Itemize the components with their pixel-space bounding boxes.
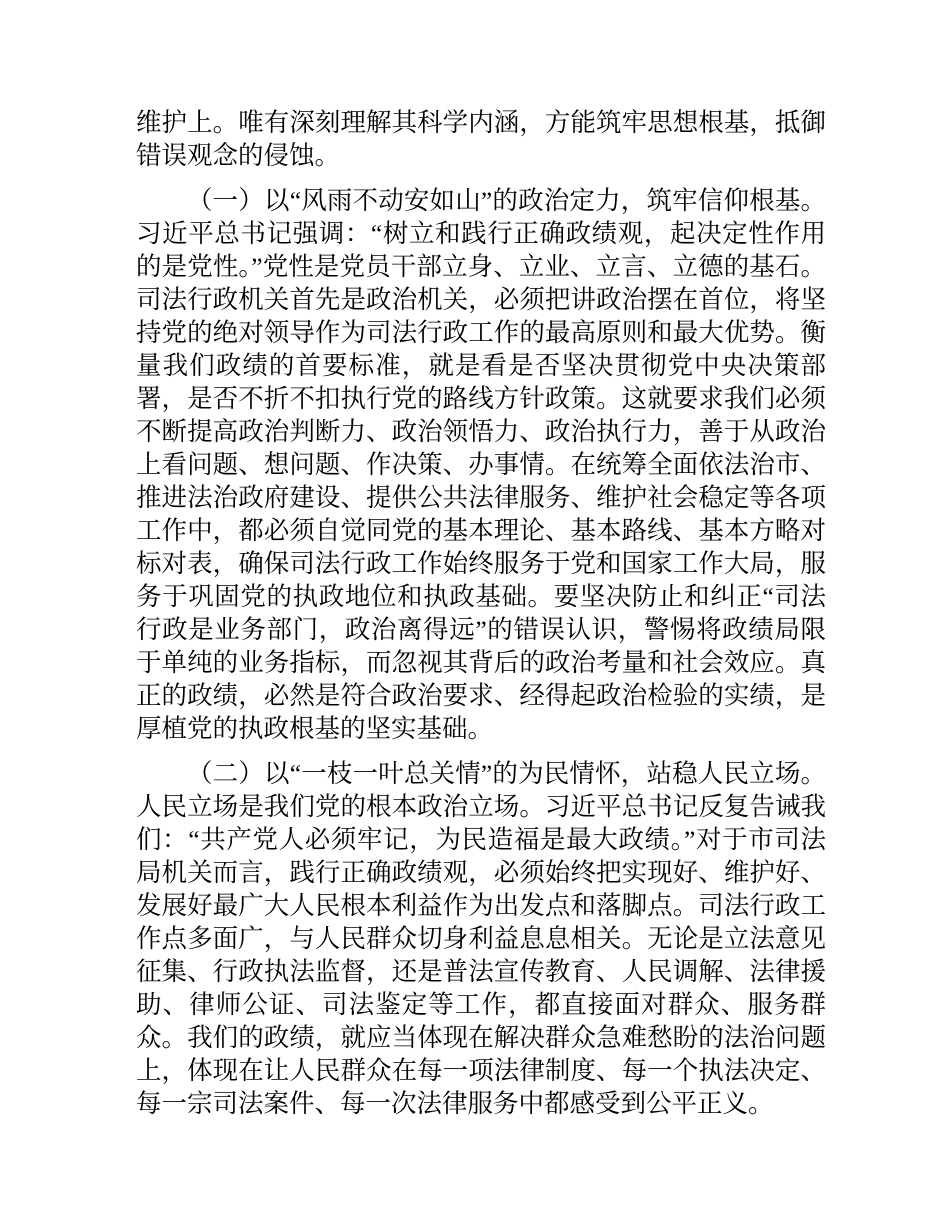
paragraph-section-two: （二）以“一枝一叶总关情”的为民情怀，站稳人民立场。人民立场是我们党的根本政治立场。习近平总书记反复告诫我们：“共产党人必须牢记，为民造福是最大政绩。”对于市司法局机关而言，践行正确政绩观，必须始终把实现好、维护好、发展好最广大人民根本利益作为出发点和落脚点。司法行政工作点多面广，与人民群众切身利益息息相关。无论是立法意见征集、行政执法监督，还是普法宣传教育、人民调解、法律援助、律师公证、司法鉴定等工作，都直接面对群众、服务群众。我们的政绩，就应当体现在解决群众急难愁盼的法治问题上，体现在让人民群众在每一项法律制度、每一个执法决定、每一宗司法案件、每一次法律服务中都感受到公平正义。 [136,759,826,1118]
paragraph-continuation: 维护上。唯有深刻理解其科学内涵，方能筑牢思想根基，抵御错误观念的侵蚀。 [136,108,826,170]
paragraph-section-one: （一）以“风雨不动安如山”的政治定力，筑牢信仰根基。习近平总书记强调：“树立和践行正确政绩观，起决定性作用的是党性。”党性是党员干部立身、立业、立言、立德的基石。司法行政机关首先是政治机关，必须把讲政治摆在首位，将坚持党的绝对领导作为司法行政工作的最高原则和最大优势。衡量我们政绩的首要标准，就是看是否坚决贯彻党中央决策部署，是否不折不扣执行党的路线方针政策。这就要求我们必须不断提高政治判断力、政治领悟力、政治执行力，善于从政治上看问题、想问题、作决策、办事情。在统筹全面依法治市、推进法治政府建设、提供公共法律服务、维护社会稳定等各项工作中，都必须自觉同党的基本理论、基本路线、基本方略对标对表，确保司法行政工作始终服务于党和国家工作大局，服务于巩固党的执政地位和执政基础。要坚决防止和纠正“司法行政是业务部门，政治离得远”的错误认识，警惕将政绩局限于单纯的业务指标，而忽视其背后的政治考量和社会效应。真正的政绩，必然是符合政治要求、经得起政治检验的实绩，是厚植党的执政根基的坚实基础。 [136,186,826,743]
